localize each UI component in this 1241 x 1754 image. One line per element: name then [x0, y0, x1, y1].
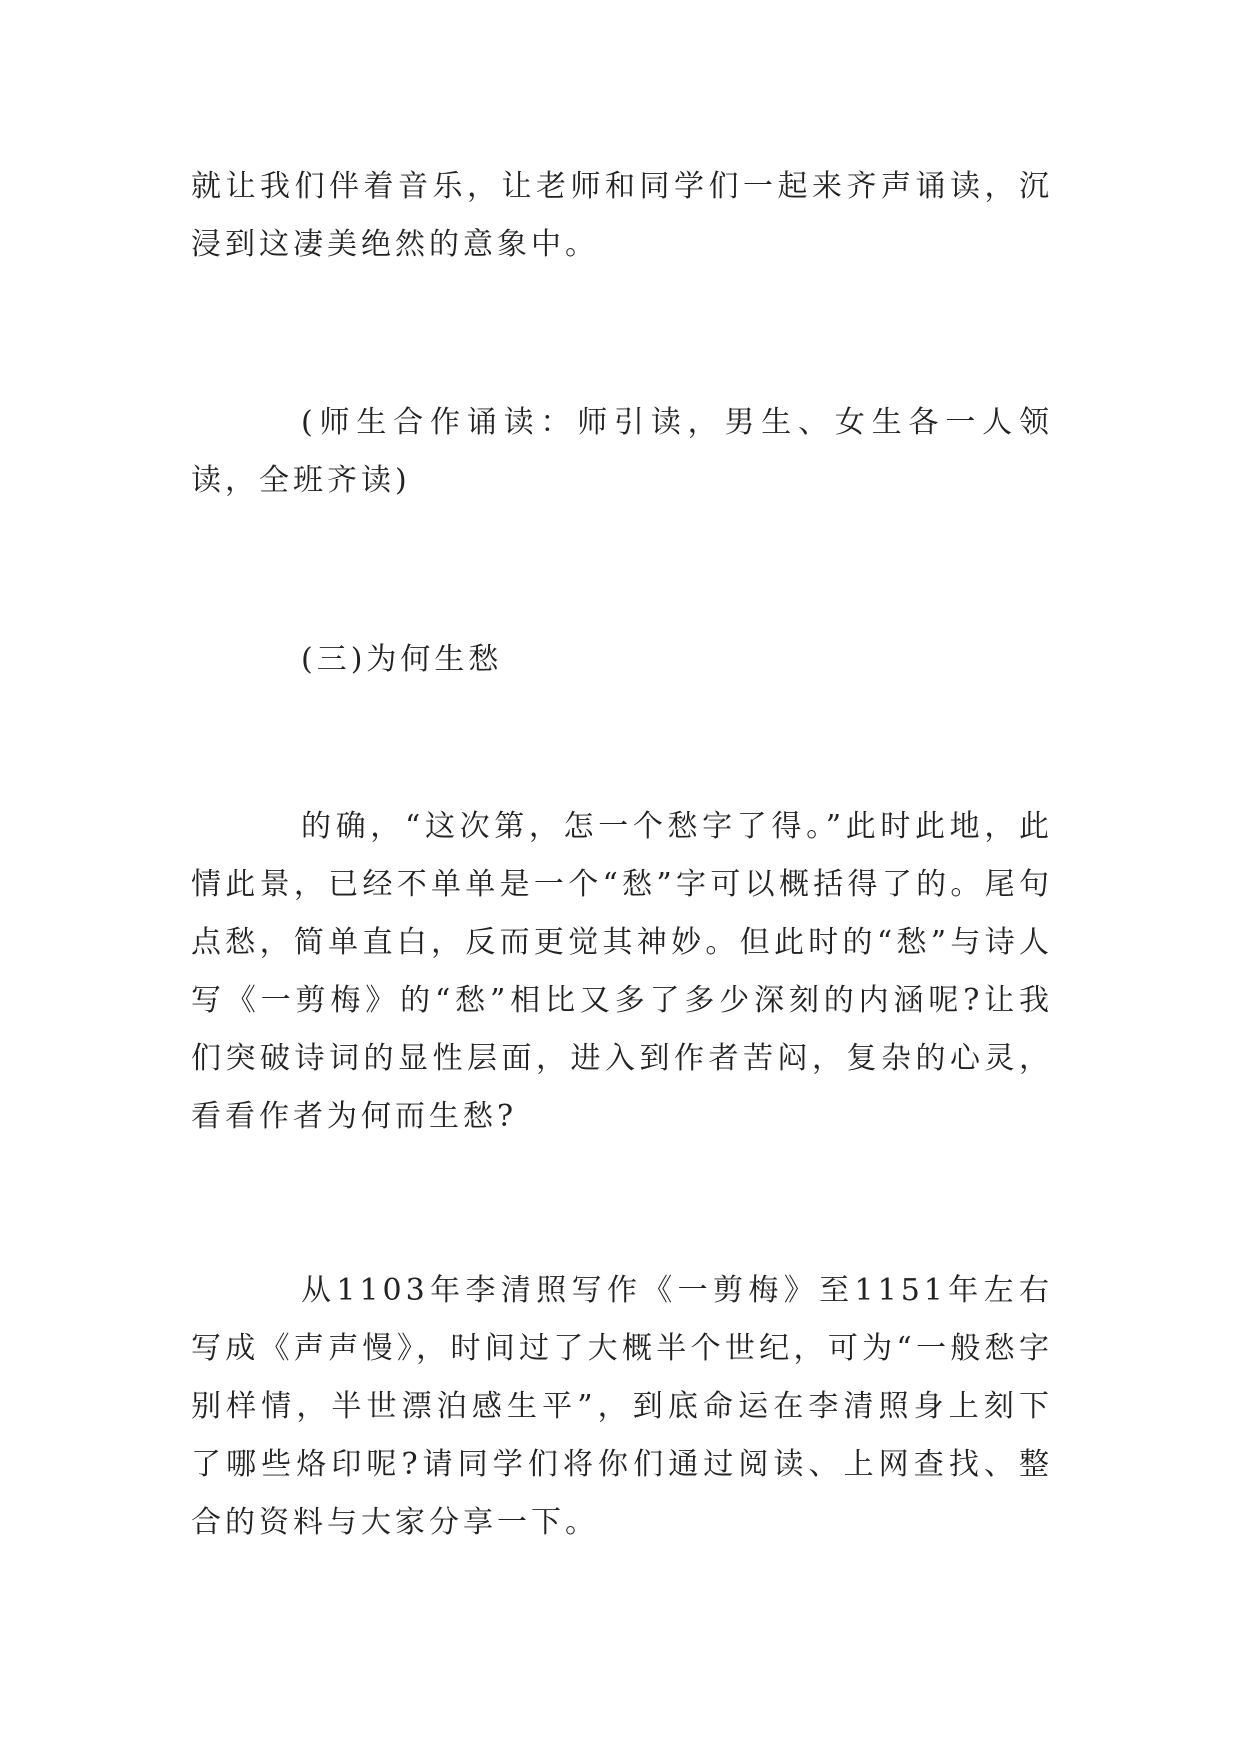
- paragraph-recitation-intro: 就让我们伴着音乐，让老师和同学们一起来齐声诵读，沉浸到这凄美绝然的意象中。: [191, 169, 1053, 262]
- paragraph-analysis: 的确，“这次第，怎一个愁字了得。”此时此地，此情此景，已经不单单是一个“愁”字可以概括得了的。尾句点愁，简单直白，反而更觉其神妙。但此时的“愁”与诗人写《一剪梅》的“愁”相比又多了多少深刻的内涵呢?让我们突破诗词的显性层面，进入到作者苦闷，复杂的心灵，看看作者为何而生愁?: [191, 809, 1053, 1134]
- section-heading: (三)为何生愁: [301, 642, 503, 677]
- paragraph-recitation-instructions: (师生合作诵读：师引读，男生、女生各一人领读，全班齐读): [191, 405, 1053, 498]
- paragraph-discussion-prompt: 从1103年李清照写作《一剪梅》至1151年左右写成《声声慢》，时间过了大概半个世纪，可为“一般愁字别样情，半世漂泊感生平”，到底命运在李清照身上刻下了哪些烙印呢?请同学们将你们通过阅读、上网查找、整合的资料与大家分享一下。: [191, 1273, 1053, 1540]
- document-page: [191, 0, 1053, 1754]
